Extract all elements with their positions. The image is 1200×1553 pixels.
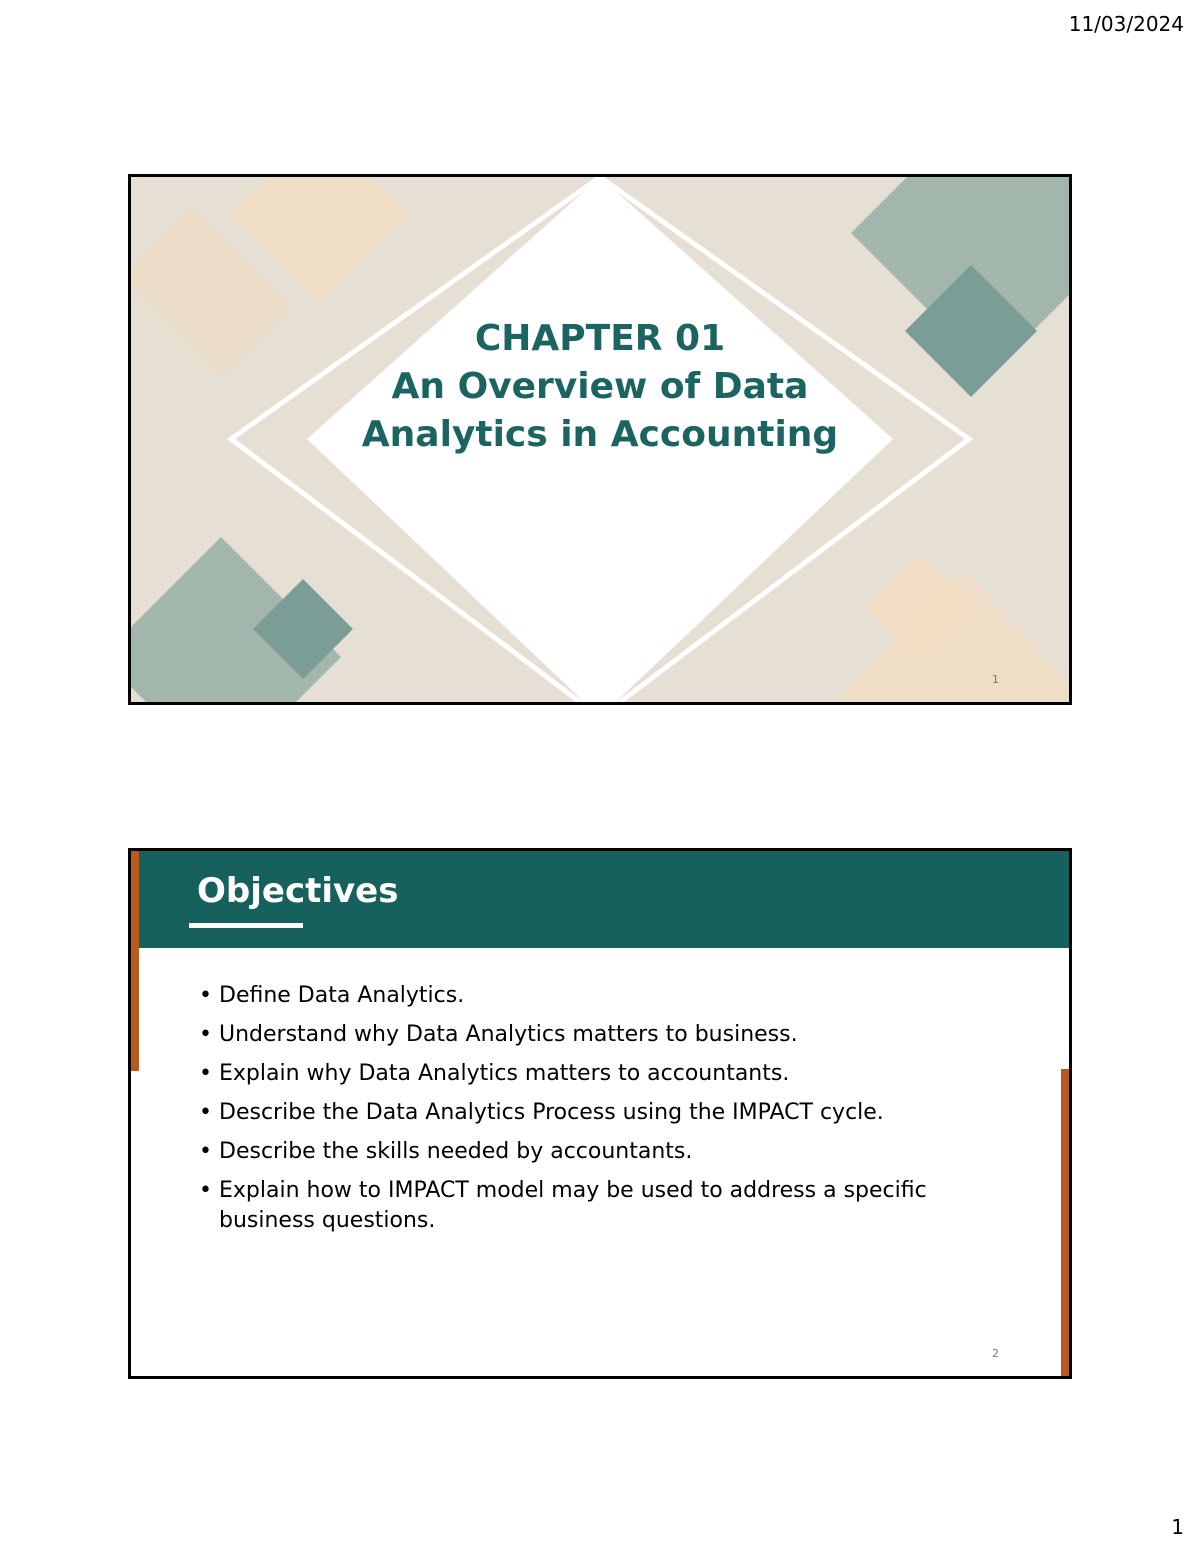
objective-item: • Explain how to IMPACT model may be used to address a specific business questions. (199, 1176, 1019, 1236)
slide-2-accent-bar-right (1061, 1069, 1069, 1379)
slide-2-accent-bar-left (131, 851, 139, 1071)
slide-2-number: 2 (992, 1347, 999, 1360)
page-number: 1 (1171, 1515, 1184, 1539)
slide-2-title: Objectives (197, 871, 399, 911)
objectives-list (199, 981, 1019, 1245)
objective-item: • Describe the skills needed by accountants. (199, 1137, 1019, 1167)
slide-2-title-underline (189, 923, 303, 928)
peach-square-bottom-right-large (831, 567, 1069, 702)
slide-1 (128, 174, 1072, 705)
slide-2 (128, 848, 1072, 1379)
slide-1-number: 1 (992, 673, 999, 686)
page-date: 11/03/2024 (1068, 12, 1184, 36)
objective-item: • Define Data Analytics. (199, 981, 1019, 1011)
objective-item: • Explain why Data Analytics matters to accountants. (199, 1059, 1019, 1089)
slide-1-title-line-2: An Overview of Data (391, 366, 809, 407)
slide-1-title-line-3: Analytics in Accounting (361, 414, 839, 455)
objective-item: • Understand why Data Analytics matters to business. (199, 1020, 1019, 1050)
objective-item: • Describe the Data Analytics Process using the IMPACT cycle. (199, 1098, 1019, 1128)
slide-1-title-line-1: CHAPTER 01 (474, 318, 726, 359)
slide-1-title (131, 315, 1069, 459)
